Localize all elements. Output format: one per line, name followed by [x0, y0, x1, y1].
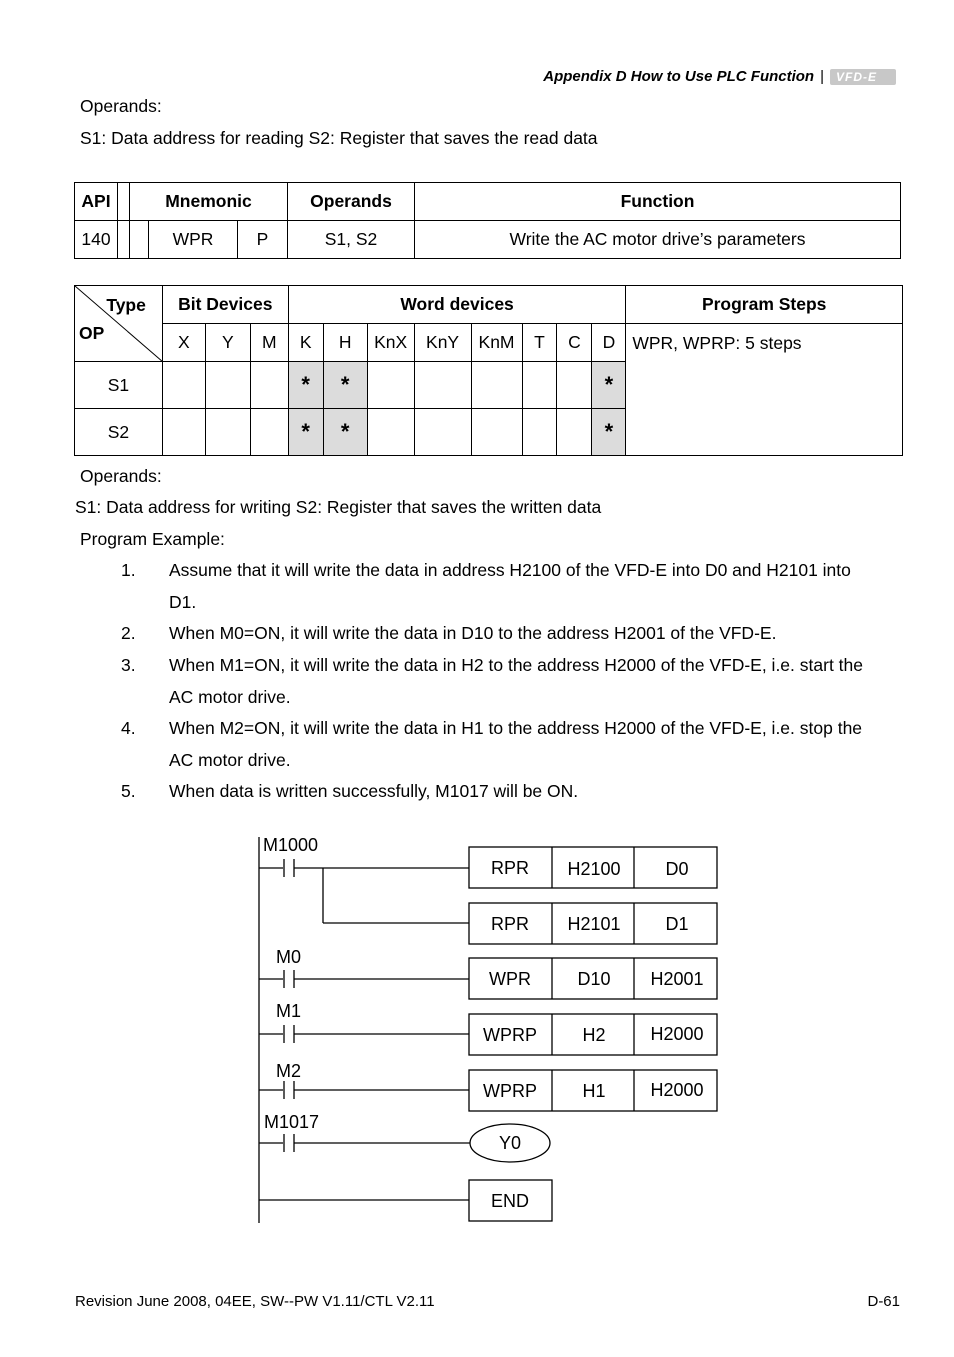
- op-s2: S2: [75, 409, 163, 456]
- cell-d-mark: *: [592, 362, 626, 409]
- instr-2-op1: H2101: [567, 914, 621, 934]
- operands-label-2: Operands:: [80, 466, 162, 486]
- col-kny: KnY: [414, 324, 471, 362]
- mnemonic-header: Mnemonic: [130, 183, 288, 221]
- instr-3-mnemonic: WPR: [489, 969, 531, 989]
- col-knm: KnM: [471, 324, 522, 362]
- contact-label-m1: M1: [276, 1001, 302, 1021]
- cell-d-mark: *: [592, 409, 626, 456]
- header-title: Appendix D How to Use PLC Function: [543, 68, 815, 85]
- instr-4-op2: H2000: [650, 1024, 704, 1044]
- header-separator: |: [820, 68, 824, 85]
- col-c: C: [557, 324, 592, 362]
- list-item-number: 4.: [121, 718, 136, 738]
- operands-header: Operands: [288, 183, 415, 221]
- program-example-label: Program Example:: [80, 529, 225, 549]
- op-s1: S1: [75, 362, 163, 409]
- cell-k-mark: *: [288, 409, 323, 456]
- list-item: When M2=ON, it will write the data in H1 to the address H2000 of the VFD-E, i.e. stop the: [169, 718, 863, 738]
- cell-k-mark: *: [288, 362, 323, 409]
- program-steps-value: WPR, WPRP: 5 steps: [626, 324, 903, 456]
- col-y: Y: [205, 324, 250, 362]
- operands-value: S1, S2: [288, 221, 415, 259]
- instr-5-op1: H1: [582, 1081, 606, 1101]
- col-x: X: [162, 324, 205, 362]
- mnemonic-value: WPR: [149, 221, 238, 259]
- word-devices-header: Word devices: [288, 286, 626, 324]
- instr-3-op2: H2001: [650, 969, 704, 989]
- list-item: Assume that it will write the data in address H2100 of the VFD-E into D0 and H2101 into: [169, 560, 851, 580]
- list-item-continuation: D1.: [169, 592, 197, 612]
- contact-label-m2: M2: [276, 1061, 302, 1081]
- list-item-number: 5.: [121, 781, 136, 801]
- operands-description-2: S1: Data address for writing S2: Register that saves the written data: [75, 497, 602, 517]
- cell-h-mark: *: [323, 362, 367, 409]
- bit-devices-header: Bit Devices: [162, 286, 288, 324]
- instr-3-op1: D10: [577, 969, 611, 989]
- coil-label-y0: Y0: [498, 1133, 522, 1153]
- instr-4-op1: H2: [582, 1025, 606, 1045]
- list-item-number: 1.: [121, 560, 136, 580]
- instr-5-mnemonic: WPRP: [483, 1081, 537, 1101]
- instr-1-op1: H2100: [567, 859, 621, 879]
- list-item-continuation: AC motor drive.: [169, 687, 291, 707]
- list-item: When M0=ON, it will write the data in D10 to the address H2001 of the VFD-E.: [169, 623, 777, 643]
- op-label: OP: [79, 323, 105, 343]
- end-label: END: [490, 1191, 530, 1211]
- function-value: Write the AC motor drive’s parameters: [415, 221, 901, 259]
- program-steps-header: Program Steps: [626, 286, 903, 324]
- col-k: K: [288, 324, 323, 362]
- col-d: D: [592, 324, 626, 362]
- api-header: API: [75, 183, 118, 221]
- logo-text: VFD-E: [836, 69, 877, 84]
- cell-h-mark: *: [323, 409, 367, 456]
- operands-description: S1: Data address for reading S2: Register that saves the read data: [80, 128, 598, 148]
- contact-label-m1017: M1017: [264, 1112, 320, 1132]
- col-h: H: [323, 324, 367, 362]
- list-item: When data is written successfully, M1017 will be ON.: [169, 781, 579, 801]
- instr-2-op2: D1: [665, 914, 689, 934]
- instr-4-mnemonic: WPRP: [483, 1025, 537, 1045]
- list-item-continuation: AC motor drive.: [169, 750, 291, 770]
- instr-2-mnemonic: RPR: [490, 914, 530, 934]
- contact-label-m0: M0: [276, 947, 302, 967]
- col-m: M: [250, 324, 288, 362]
- type-label: Type: [106, 295, 146, 315]
- api-number: 140: [75, 221, 118, 259]
- list-item: When M1=ON, it will write the data in H2 to the address H2000 of the VFD-E, i.e. start the: [169, 655, 863, 675]
- pulse-value: P: [238, 221, 288, 259]
- col-t: T: [522, 324, 557, 362]
- instr-1-mnemonic: RPR: [490, 858, 530, 878]
- function-header: Function: [415, 183, 901, 221]
- footer-revision: Revision June 2008, 04EE, SW--PW V1.11/CTL V2.11: [75, 1293, 435, 1310]
- footer-page-number: D-61: [867, 1293, 900, 1310]
- operands-label: Operands:: [80, 96, 162, 116]
- instr-5-op2: H2000: [650, 1080, 704, 1100]
- contact-label-m1000: M1000: [263, 835, 319, 855]
- instr-1-op2: D0: [665, 859, 689, 879]
- list-item-number: 3.: [121, 655, 136, 675]
- list-item-number: 2.: [121, 623, 136, 643]
- col-knx: KnX: [367, 324, 414, 362]
